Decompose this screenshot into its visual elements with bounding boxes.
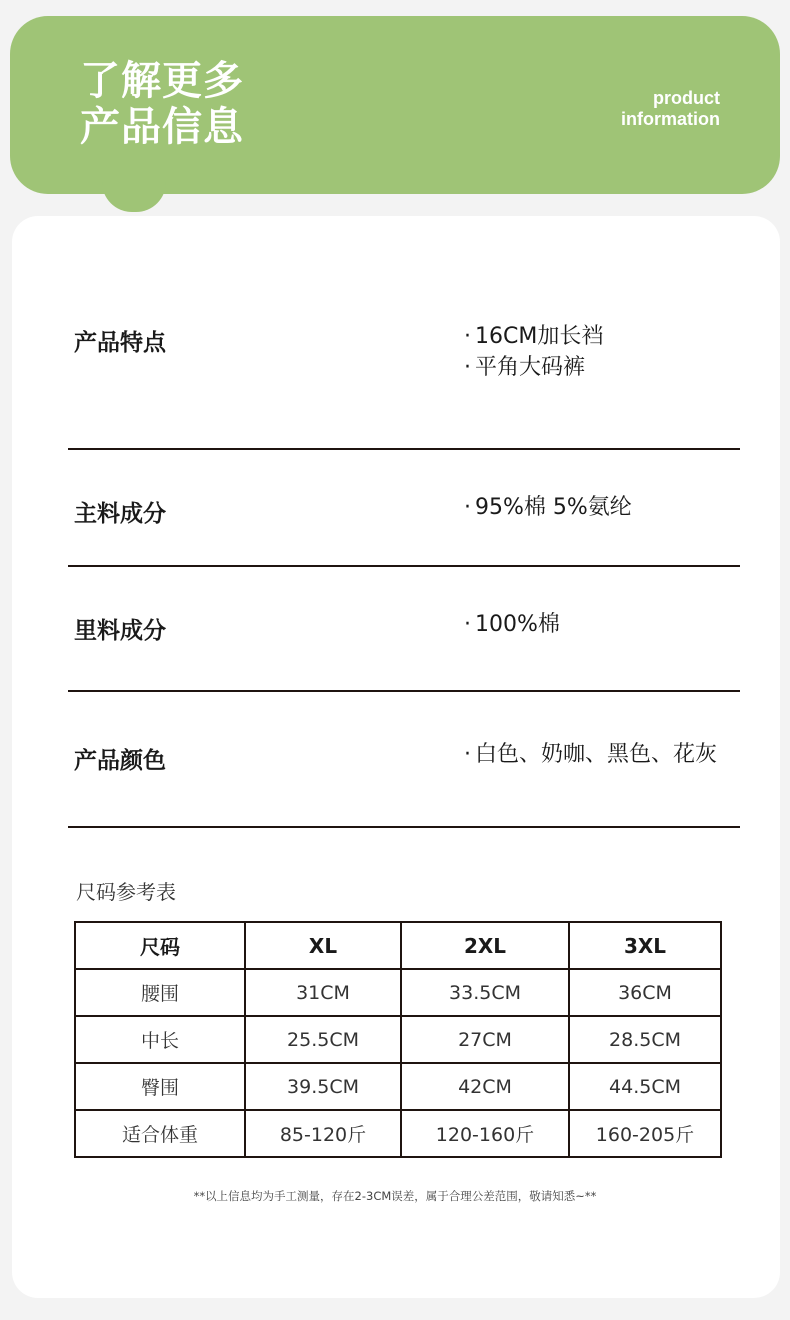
table-row xyxy=(75,969,721,1016)
table-cell: 44.5CM xyxy=(569,1063,721,1110)
header-notch xyxy=(102,182,166,212)
table-cell: 42CM xyxy=(401,1063,569,1110)
spec-row-colors xyxy=(68,742,740,828)
table-cell: 适合体重 xyxy=(75,1110,245,1157)
spec-label: 产品颜色 xyxy=(74,748,166,774)
header-cell: 尺码 xyxy=(75,922,245,969)
spec-values xyxy=(464,492,632,523)
spec-row-main-material xyxy=(68,495,740,567)
spec-value: · 95%棉 5%氨纶 xyxy=(464,495,632,520)
table-cell: 中长 xyxy=(75,1016,245,1063)
table-cell: 31CM xyxy=(245,969,401,1016)
size-chart-table xyxy=(74,921,722,1158)
bullet: · xyxy=(464,324,471,349)
page-title xyxy=(80,58,244,150)
spec-values xyxy=(464,739,717,770)
spec-label: 主料成分 xyxy=(74,501,166,527)
spec-value: · 16CM加长裆 xyxy=(464,324,604,349)
spec-row-features xyxy=(68,324,740,450)
table-cell: 120-160斤 xyxy=(401,1110,569,1157)
header-cell: 3XL xyxy=(569,922,721,969)
spec-value: · 白色、奶咖、黑色、花灰 xyxy=(464,742,718,767)
bullet: · xyxy=(464,355,471,380)
english-subtitle xyxy=(621,88,720,130)
table-header-row xyxy=(75,922,721,969)
bullet: · xyxy=(464,495,471,520)
spec-label: 产品特点 xyxy=(74,330,166,356)
measurement-footnote: **以上信息均为手工测量，存在2-3CM误差，属于合理公差范围，敬请知悉~** xyxy=(193,1189,597,1203)
bullet: · xyxy=(464,742,471,767)
bullet: · xyxy=(464,612,471,637)
table-cell: 33.5CM xyxy=(401,969,569,1016)
spec-value: · 平角大码裤 xyxy=(464,355,586,380)
table-cell: 28.5CM xyxy=(569,1016,721,1063)
spec-values xyxy=(464,321,603,383)
table-cell: 25.5CM xyxy=(245,1016,401,1063)
spec-label: 里料成分 xyxy=(74,618,166,644)
size-chart-title: 尺码参考表 xyxy=(76,880,176,904)
header-cell: 2XL xyxy=(401,922,569,969)
table-cell: 39.5CM xyxy=(245,1063,401,1110)
table-cell: 36CM xyxy=(569,969,721,1016)
header-cell: XL xyxy=(245,922,401,969)
title-line-1: 了解更多 xyxy=(80,58,244,104)
table-row xyxy=(75,1110,721,1157)
table-cell: 85-120斤 xyxy=(245,1110,401,1157)
table-cell: 27CM xyxy=(401,1016,569,1063)
spec-values xyxy=(464,609,560,640)
english-line-2: information xyxy=(621,109,720,129)
spec-row-lining-material xyxy=(68,612,740,692)
table-row xyxy=(75,1016,721,1063)
table-row xyxy=(75,1063,721,1110)
spec-value: · 100%棉 xyxy=(464,612,560,637)
table-cell: 160-205斤 xyxy=(569,1110,721,1157)
table-cell: 腰围 xyxy=(75,969,245,1016)
title-line-2: 产品信息 xyxy=(80,104,244,150)
table-cell: 臀围 xyxy=(75,1063,245,1110)
english-line-1: product xyxy=(653,88,720,108)
